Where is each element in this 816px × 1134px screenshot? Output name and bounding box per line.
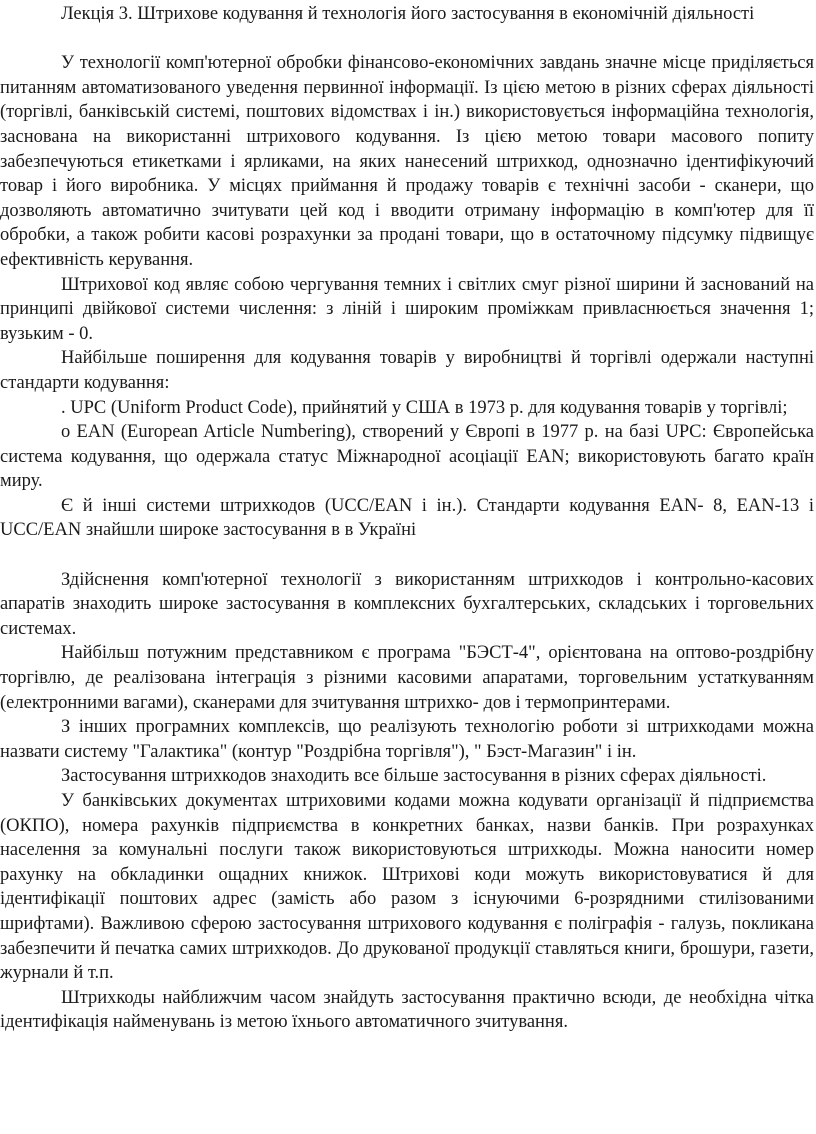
paragraph-application-growth: Застосування штрихкодов знаходить все більше застосування в різних сферах діяльності.: [61, 766, 767, 787]
paragraph-barcode-definition: Штрихової код являє собою чергування темних і світлих смуг різної ширини й заснований на принципі двійкової системи числення: з ліній і широким проміжкам привласнюється значення 1; вузьким - 0.: [0, 274, 814, 344]
paragraph-intro: У технології комп'ютерної обробки фінансово-економічних завдань значне місце приділяється питанням автоматизованого уведення первинної інформації. Із цією метою в різних сферах діяльності (торгівлі, банківській системі, поштових відомствах і ін.) використовується інформаційна технологія, заснована на використанні штрихового кодування. Із цією метою товари масового попиту забезпечуються етикетками і ярликами, на яких нанесений штрихкод, однозначно ідентифікуючий товар і його виробника. У місцях приймання й продажу товарів є технічні засоби - сканери, що дозволяють автоматично зчитувати цей код і вводити отриману інформацію в комп'ютер для її обробки, а також робити касові розрахунки за продані товари, що в остаточному підсумку підвищує ефективність керування.: [0, 53, 814, 270]
paragraph-best4: Найбільш потужним представником є програма "БЭСТ-4", орієнтована на оптово-роздрібну торгівлю, де реалізована інтеграція з різними касовими апаратами, торговельним устаткуванням (електронними вагами), сканерами для зчитування штрихко- дов і термопринтерами.: [0, 643, 814, 713]
paragraph-other-software: З інших програмних комплексів, що реалізують технологію роботи зі штрихкодами можна назвати систему "Галактика" (контур "Роздрібна торгівля"), " Бэст-Магазин" і ін.: [0, 717, 814, 762]
list-item-upc: . UPC (Uniform Product Code), прийнятий у США в 1973 р. для кодування товарів у торгівлі;: [61, 397, 788, 418]
paragraph-standards-intro: Найбільше поширення для кодування товарів у виробництві й торгівлі одержали наступні стандарти кодування:: [0, 348, 814, 393]
list-item-ean: o EAN (European Article Numbering), створений у Європі в 1977 р. на базі UPC: Європейська система кодування, що одержала статус Міжнародної асоціації EAN; використовують багато країн миру.: [0, 422, 814, 492]
lecture-title: Лекція 3. Штрихове кодування й технологія його застосування в економічній діяльності: [61, 4, 755, 24]
paragraph-banking: У банківських документах штриховими кодами можна кодувати організації й підприємства (ОКПО), номера рахунків підприємства в конкретних банках, назви банків. При розрахунках населення за комунальні послуги також використовуються штрихкоды. Можна наносити номер рахунку на обкладинки ощадних книжок. Штрихові коди можуть використовуватися й для ідентифікації поштових адрес (замість або разом з існуючими 6-розрядними стилізованими шрифтами). Важливою сферою застосування штрихового кодування є поліграфія - галузь, покликана забезпечити й печатка самих штрихкодов. До друкованої продукції ставляться книги, брошури, газети, журнали й т.п.: [0, 791, 814, 984]
paragraph-conclusion: Штрихкоды найближчим часом знайдуть застосування практично всюди, де необхідна чітка ідентифікація найменувань із метою їхнього автоматичного зчитування.: [0, 987, 814, 1033]
paragraph-other-systems: Є й інші системи штрихкодов (UCC/EAN і ін.). Стандарти кодування EAN- 8, EAN-13 і UCC/EAN знайшли широке застосування в в Україні: [0, 495, 814, 541]
paragraph-computer-technology: Здійснення комп'ютерної технології з використанням штрихкодов і контрольно-касових апаратів знаходить широке застосування в комплексних бухгалтерських, складських і торговельних системах.: [0, 569, 814, 639]
